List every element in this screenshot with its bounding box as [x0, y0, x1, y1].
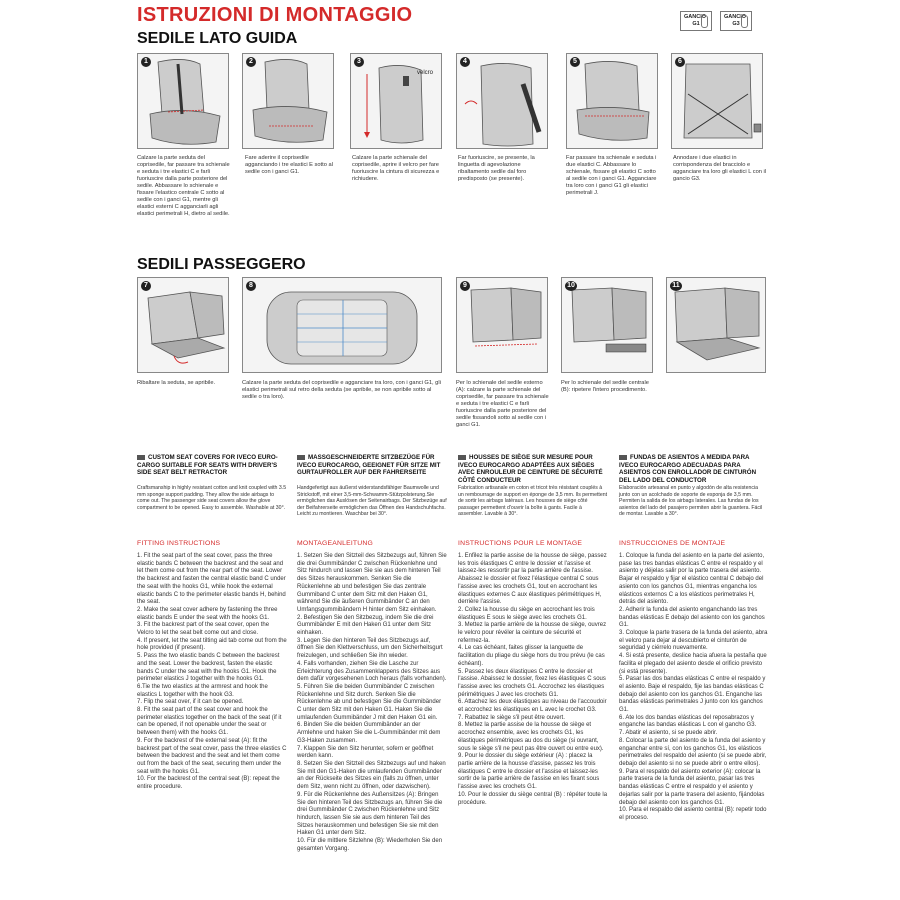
step-6-caption: Annodare i due elastici in corrispondenza del bracciolo e agganciare tra loro gli elastici L con il gancio G3. — [673, 155, 767, 182]
step-8-illustration: 8 — [242, 277, 442, 373]
step-5-illustration: 5 — [566, 53, 658, 149]
step-3-caption: Calzare la parte schienale del coprisedile, aprire il velcro per fare fuoriuscire la cintura di sicurezza e richiudere. — [352, 155, 440, 182]
column-fr-body: 1. Enfilez la partie assise de la housse de siège, passez les trois élastiques C entre le dossier et l'assise et laissez-les ressortir par la partie arrière de l'assise. Abaissez le dossier et fixez l'élastique central C sous l'assise avec les crochets G1, tout en accrochant les élastiques externes C aux élastiques périmétriques H, derrière l'assise. 2. Collez la housse du siège en accrochant les trois élastiques E sous le siège avec les crochets G1. 3. Mettez la partie arrière de la housse de siège, ouvrez le velcro pour révéler la ceinture de sécurité et refermez-la. 4. Le cas échéant, faites glisser la languette de facilitation du pliage du siège hors du trou prévu (le cas échéant). 5. Passez les deux élastiques C entre le dossier et l'assise. Abaissez le dossier, fixez les élastiques C sous l'assise avec les crochets G1. Accrochez les élastiques périmétriques J avec les crochets G1. 6. Attachez les deux élastiques au niveau de l'accoudoir et accrochez les élastiques en L avec le crochet G3. 7. Rabattez le siège s'il peut être ouvert. 8. Mettez la partie assise de la housse de siège et accrochez ensemble, avec les crochets G1, les élastiques périmétriques au dos du siège (si ouvrant, sous le siège s'il ne peut pas être ouvert ou entre eux). 9. Pour le dossier du siège extérieur (A) : placez la partie arrière de la housse d'assise, passez les trois élastiques C entre le dossier et l'assise et laissez-les sortir de la partie arrière de l'assise en les fixant sous l'assise avec les crochets G1. 10. Pour le dossier du siège central (B) : répéter toute la procédure. — [458, 553, 608, 806]
seat-back-icon — [351, 54, 442, 149]
column-es-heading: FUNDAS DE ASIENTOS A MEDIDA PARA IVECO EUROCARGO ADECUADAS PARA ASIENTOS CON ENROLLADOR DE CINTURÓN DEL LADO DEL CONDUCTOR — [619, 454, 757, 484]
step-3-illustration: 3 velcro — [350, 53, 442, 149]
step-4-caption: Far fuoriuscire, se presente, la linguetta di agevolazione ribaltamento sedile dal foro predisposto (se presente). — [458, 155, 535, 182]
passenger-section-title: SEDILI PASSEGGERO — [137, 256, 306, 273]
hook-g1-icon — [701, 15, 708, 28]
step-2-caption: Fare aderire il coprisedile agganciando i tre elastici E sotto al sedile con i ganci G1. — [245, 155, 333, 175]
seat-bottom-icon — [672, 54, 763, 149]
hook-g3-icon — [741, 15, 748, 28]
step-1-caption: Calzare la parte seduta del coprisedile, far passare tra schienale e seduta i tre elastici C e farli fuoriuscire dalla parte posteriore del sedile. Abbassare lo schienale e fissare l'elastico centrale C sotto al sedile con i ganci G1, mentre gli elastici esterni C agganciarli agli elastici perimetrali H, dietro al sedile. — [137, 155, 230, 217]
step-5-caption: Far passare tra schienale e seduta i due elastici C. Abbassare lo schienale, fissare gli elastici C sotto al sedile con i ganci G1. Agganciare tra loro con i ganci G1 gli elastici perimetrali J. — [566, 155, 657, 196]
flag-fr-icon — [458, 455, 466, 460]
bench-seat-icon — [457, 278, 548, 373]
step-6-illustration: 6 — [671, 53, 763, 149]
column-de-heading: MASSGESCHNEIDERTE SITZBEZÜGE FÜR IVECO EUROCARGO, GEEIGNET FÜR SITZE MIT GURTAUFROLLER AUF DER FAHRERSEITE — [297, 454, 441, 476]
page-title: ISTRUZIONI DI MONTAGGIO — [137, 4, 413, 26]
step-7-illustration: 7 — [137, 277, 229, 373]
step-1-illustration: 1 — [137, 53, 229, 149]
column-en-section: FITTING INSTRUCTIONS — [137, 540, 221, 547]
driver-section-title: SEDILE LATO GUIDA — [137, 30, 298, 47]
step-2-illustration: 2 — [242, 53, 334, 149]
step-10-caption: Per lo schienale del sedile centrale (B): ripetere l'intero procedimento. — [561, 380, 649, 393]
column-es-body: 1. Coloque la funda del asiento en la parte del asiento, pase las tres bandas elásticas C entre el respaldo y el asiento y déjelas salir por la parte trasera del asiento. Bajar el respaldo y fijar el elástico central C debajo del asiento con los ganchos G1, mientras engancha los elásticos externos C a los elásticos perimetrales H, detrás del asiento. 2. Adherir la funda del asiento enganchando las tres bandas elásticas E debajo del asiento con los ganchos G1. 3. Coloque la parte trasera de la funda del asiento, abra el velcro para dejar al descubierto el cinturón de seguridad y ciérrelo nuevamente. 4. Si está presente, deslice hacia afuera la pestaña que facilita el plegado del asiento desde el orificio previsto (si está presente). 5. Pasar las dos bandas elásticas C entre el respaldo y el asiento. Baje el respaldo, fije las bandas elásticas C debajo del asiento con los ganchos G1. Enganche las bandas elásticas perimetrales J junto con los ganchos G1. 6. Ate los dos bandas elásticas del reposabrazos y enganche las bandas elásticas L con el gancho G3. 7. Abatir el asiento, si se puede abrir. 8. Colocar la parte del asiento de la funda del asiento y enganchar entre sí, con los ganchos G1, los elásticos perimetrales del respaldo del asiento (si se puede abrir, debajo del asiento si no se puede abrir o entre ellos). 9. Para el respaldo del asiento exterior (A): colocar la parte trasera de la funda del asiento, pasar las tres bandas elásticas C entre el respaldo y el asiento y dejarlas salir por la parte trasera del asiento, fijándolas debajo del asiento con los ganchos G1. 10. Para el respaldo del asiento central (B): repetir todo el proceso. — [619, 553, 768, 821]
seat-icon — [567, 54, 658, 149]
column-de-section: MONTAGEANLEITUNG — [297, 540, 373, 547]
hook-g1-legend: GANCIO G1 — [680, 11, 712, 31]
step-7-caption: Ribaltare la seduta, se apribile. — [137, 380, 216, 386]
hook-g3-legend: GANCIO G3 — [720, 11, 752, 31]
column-de-intro: Handgefertigt aus äußerst widerstandsfähiger Baumwolle und Strickstoff, mit einer 3,5-mm-Schwamm-Stützpolsterung.Sie ermöglichen das Auslösen der Seitenairbags. Der Sitzbezüge auf der Beifahrerseite ermöglichen das Öffnen des Handschuhfachs. Leicht zu montieren. Waschbar bei 30°. — [297, 485, 447, 517]
column-en-body: 1. Fit the seat part of the seat cover, pass the three elastic bands C between the backrest and the seat and let them come out from the rear part of the seat. Lower the backrest and fasten the central elastic band C under the seat with the hooks G1, while hook the external elastic bands C to the perimeter elastic bands H, behind the seat. 2. Make the seat cover adhere by fastening the three elastic bands E under the seat with the hooks G1. 3. Fit the backrest part of the seat cover, open the Velcro to let the seat belt come out and close. 4. If present, let the seat tilting aid tab come out from the hole provided (if present). 5. Pass the two elastic bands C between the backrest and the seat. Lower the backrest, fasten the elastic bands C under the seat with the hooks G1. Hook the perimeter elastics J together with the hooks G1. 6.Tie the two elastics at the armrest and hook the elastics L together with the hook G3. 7. Flip the seat over, if it can be opened. 8. Fit the seat part of the seat cover and hook the perimeter elastics together on the back of the seat (if it can be opened, if not openable under the seat or between them) with the hooks G1. 9. For the backrest of the external seat (A): fit the backrest part of the seat cover, pass the three elastics C between the backrest and the seat and let them come out from the back of the seat, securing them under the seat with the hooks G1. 10. For the backrest of the central seat (B): repeat the entire procedure. — [137, 553, 287, 791]
step-9-illustration: 9 — [456, 277, 548, 373]
flag-en-icon — [137, 455, 145, 460]
column-es-section: INSTRUCCIONES DE MONTAJE — [619, 540, 726, 547]
flag-es-icon — [619, 455, 627, 460]
column-fr-section: INSTRUCTIONS POUR LE MONTAGE — [458, 540, 583, 547]
seat-back-icon — [457, 54, 548, 149]
bench-seat-icon — [562, 278, 653, 373]
seat-underside-icon — [243, 278, 442, 373]
bench-seat-icon — [138, 278, 229, 373]
step-10-illustration: 10 — [561, 277, 653, 373]
step-11-illustration: 11 — [666, 277, 766, 373]
column-fr-heading: HOUSSES DE SIÈGE SUR MESURE POUR IVECO EUROCARGO ADAPTÉES AUX SIÈGES AVEC ENROULEUR DE CEINTURE DE SÉCURITÉ CÔTÉ CONDUCTEUR — [458, 454, 603, 484]
step-8-caption: Calzare la parte seduta del coprisedile e agganciare tra loro, con i ganci G1, gli elastici perimetrali sul retro della seduta (se apribile, se non apribile sotto al sedile o tra loro). — [242, 380, 441, 400]
velcro-label: velcro — [417, 70, 434, 76]
step-9-caption: Per lo schienale del sedile esterno (A): calzare la parte schienale del coprisedile, far passare tra schienale e seduta i tre elastici C e farli fuoriuscire dalla parte posteriore del sedile fissandoli sotto al sedile con i ganci G1. — [456, 380, 549, 428]
flag-de-icon — [297, 455, 305, 460]
column-fr-intro: Fabrication artisanale en coton et tricot très résistant couplés à un rembourrage de support en éponge de 3,5 mm. Ils permettent de sortir les airbags latéraux. Les housses de siège côté passager permettent d'ouvrir la boîte à gants. Facile à assembler. Lavable à 30°. — [458, 485, 608, 517]
column-de-body: 1. Setzen Sie den Sitzteil des Sitzbezugs auf, führen Sie die drei Gummibänder C zwischen Rückenlehne und Sitz hindurch und lassen Sie sie aus dem hinteren Teil des Sitzes herauskommen. Senken Sie die Rückenlehne ab und befestigen Sie das zentrale Gummiband C unter dem Sitz mit den Haken G1, während Sie die äußeren Gummibänder C an den Umfangsgummibändern H hinter dem Sitz einhaken. 2. Befestigen Sie den Sitzbezug, indem Sie die drei Gummibänder E mit den Haken G1 unter dem Sitz einhaken. 3. Legen Sie den hinteren Teil des Sitzbezugs auf, öffnen Sie den Klettverschluss, um den Sicherheitsgurt freizulegen, und schließen Sie ihn wieder. 4. Falls vorhanden, ziehen Sie die Lasche zur Erleichterung des Zusammenklappens des Sitzes aus dem dafür vorgesehenen Loch heraus (falls vorhanden). 5. Führen Sie die beiden Gummibänder C zwischen Rückenlehne und Sitz durch. Senken Sie die Rückenlehne ab und befestigen Sie die Gummibänder C unter dem Sitz mit den Haken G1. Haken Sie die umlaufenden Gummibänder J mit den Haken G1 ein. 6. Binden Sie die beiden Gummibänder an der Armlehne und haken Sie die L-Gummibänder mit dem G3-Haken zusammen. 7. Klappen Sie den Sitz herunter, sofern er geöffnet werden kann. 8. Setzen Sie den Sitzteil des Sitzbezugs auf und haken Sie mit den G1-Haken die umlaufenden Gummibänder an der Rückseite des Sitzes ein (falls zu öffnen, unter dem Sitz, wenn nicht zu öffnen, oder dazwischen). 9. Für die Rückenlehne des Außensitzes (A): Bringen Sie den hinteren Teil des Sitzbezugs an, führen Sie die drei Gummibänder C zwischen Rückenlehne und Sitz hindurch, lassen Sie sie aus dem hinteren Teil des Sitzes herauskommen und befestigen Sie sie mit den Haken G1 unter dem Sitz. 10. Für die mittlere Sitzlehne (B): Wiederholen Sie den gesamten Vorgang. — [297, 553, 447, 852]
column-en-heading: CUSTOM SEAT COVERS FOR IVECO EURO-CARGO SUITABLE FOR SEATS WITH DRIVER'S SIDE SEAT BELT RETRACTOR — [137, 454, 278, 476]
column-es-intro: Elaboración artesanal en punto y algodón de alta resistencia junto con un acolchado de soporte de esponja de 3,5 mm. Permiten la salida de los airbags laterales. Las fundas de los asientos del lado del pasajero permiten abrir la guantera. Fácil de montar. Lavable a 30°. — [619, 485, 763, 517]
seat-icon — [138, 54, 229, 149]
seat-icon — [243, 54, 334, 149]
column-en-intro: Craftsmanship in highly resistant cotton and knit coupled with 3.5 mm sponge support padding. They allow the side airbags to come out. The passenger side seat covers allow the glove compartment to be opened. Easy to assemble. Washable at 30°. — [137, 485, 287, 511]
bench-seat-icon — [667, 278, 766, 373]
step-4-illustration: 4 — [456, 53, 548, 149]
